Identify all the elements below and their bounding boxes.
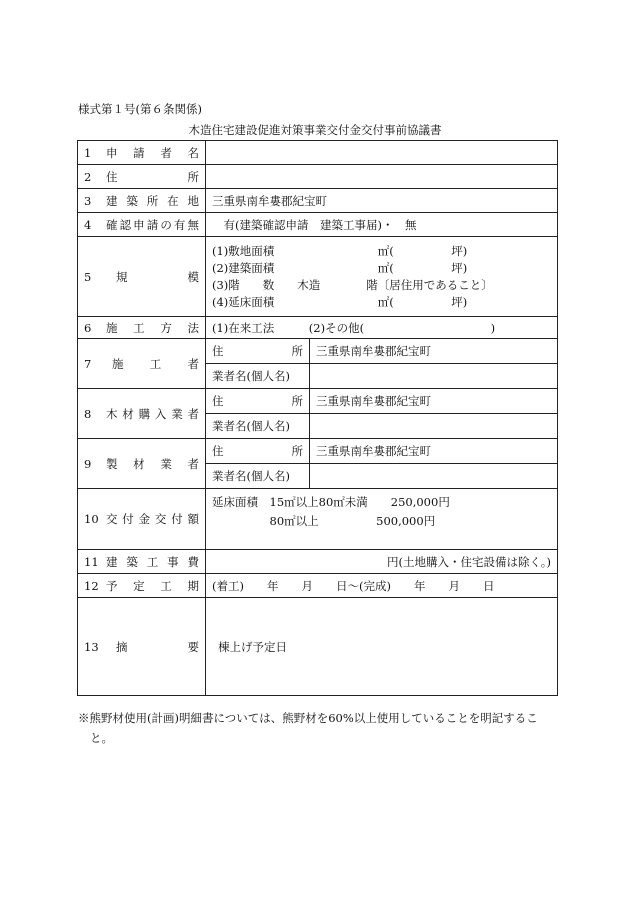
- row-timber-purchaser-address: [78, 389, 558, 414]
- label-char: 請: [133, 145, 145, 160]
- label-char: 者: [187, 456, 199, 471]
- label-address: 2 住 所: [78, 165, 206, 189]
- label-char: 認: [119, 217, 132, 232]
- label-char: 建: [106, 554, 118, 569]
- document-title: 木造住宅建設促進対策事業交付金交付事前協議書: [188, 123, 442, 137]
- label-char: 法: [187, 320, 199, 335]
- footnote-line-1: ※熊野材使用(計画)明細書については、熊野材を60%以上使用していることを明記するこ: [78, 711, 538, 725]
- sawmill-address-label: [206, 439, 310, 464]
- floors-line: (3)階 数 木造 階〔居住用であること〕: [212, 277, 493, 292]
- construction-method-field[interactable]: (1)在来工法 (2)その他( ): [206, 317, 558, 339]
- address-field[interactable]: [206, 165, 558, 189]
- sawmill-name-field[interactable]: [310, 464, 558, 489]
- label-char: 施: [112, 356, 124, 371]
- label-char: 建: [106, 193, 118, 208]
- consultation-form-table: [77, 140, 558, 696]
- label-char: 無: [187, 217, 199, 232]
- label-char: 請: [146, 217, 159, 232]
- row-construction-cost: [78, 550, 558, 574]
- timber-purchaser-name-label: 業者名(個人名): [206, 414, 310, 439]
- timber-purchaser-name-field[interactable]: [310, 414, 558, 439]
- label-char: 申: [106, 145, 118, 160]
- label-char: 交: [154, 512, 167, 526]
- row-building-location: [78, 189, 558, 213]
- label-char: 住: [212, 394, 224, 408]
- label-construction-cost: 11 建 築 工 事 費: [78, 550, 206, 574]
- sawmill-address-field[interactable]: 三重県南牟婁郡紀宝町: [310, 439, 558, 464]
- row-scheduled-period: [78, 574, 558, 598]
- row-sawmill-address: [78, 439, 558, 464]
- label-scale: 5 規 模: [78, 237, 206, 317]
- label-char: 木: [106, 406, 118, 421]
- label-char: 在: [167, 193, 179, 208]
- label-construction-method: 6 施 工 方 法: [78, 317, 206, 339]
- label-scheduled-period: 12 予 定 工 期: [78, 574, 206, 598]
- label-char: 事: [167, 554, 179, 569]
- label-char: 材: [133, 456, 145, 471]
- label-timber-purchaser: 8 木 材 購 入 業 者: [78, 389, 206, 439]
- label-char: 摘: [116, 639, 128, 654]
- label-char: 築: [126, 193, 138, 208]
- label-char: 材: [122, 406, 134, 421]
- label-char: 住: [212, 444, 224, 458]
- label-char: 入: [154, 406, 167, 421]
- label-char: 交: [106, 512, 118, 526]
- label-char: 地: [187, 193, 199, 208]
- label-char: 者: [160, 145, 172, 160]
- label-char: 模: [187, 269, 199, 284]
- row-contractor-address: [78, 339, 558, 364]
- timber-purchaser-address-label: [206, 389, 310, 414]
- footnote-line-2: と。: [90, 731, 113, 745]
- label-char: 購: [138, 406, 151, 421]
- form-number: 様式第１号(第６条関係): [78, 102, 202, 116]
- label-char: 規: [116, 269, 128, 284]
- row-construction-method: [78, 317, 558, 339]
- label-char: 製: [106, 456, 118, 471]
- label-confirmation-application: 4 確 認 申 請 の 有 無: [78, 213, 206, 237]
- label-char: 所: [146, 193, 159, 208]
- contractor-name-field[interactable]: [310, 364, 558, 389]
- scale-details[interactable]: [206, 237, 558, 317]
- row-confirmation-application: [78, 213, 558, 237]
- label-char: 要: [187, 639, 199, 654]
- timber-purchaser-address-field[interactable]: 三重県南牟婁郡紀宝町: [310, 389, 558, 414]
- label-char: 費: [187, 554, 199, 569]
- label-char: 者: [187, 406, 199, 421]
- row-grant-amount: [78, 489, 558, 550]
- label-char: 所: [187, 169, 199, 184]
- label-char: 金: [138, 512, 151, 526]
- contractor-address-field[interactable]: 三重県南牟婁郡紀宝町: [310, 339, 558, 364]
- label-sawmill: 9 製 材 業 者: [78, 439, 206, 489]
- label-char: 期: [187, 578, 199, 593]
- label-char: 住: [212, 344, 224, 358]
- grant-amount-details: [206, 489, 558, 550]
- sawmill-name-label: 業者名(個人名): [206, 464, 310, 489]
- label-char: 付: [122, 512, 134, 526]
- row-applicant-name: [78, 141, 558, 165]
- row-scale: [78, 237, 558, 317]
- footnote: [78, 708, 558, 748]
- label-char: 工: [149, 356, 162, 371]
- construction-cost-field[interactable]: 円(土地購入・住宅設備は除く。): [206, 550, 558, 574]
- label-char: 施: [106, 320, 118, 335]
- grant-tier-1: 延床面積 15㎡以上80㎡未満 250,000円: [212, 495, 450, 509]
- label-char: 確: [106, 217, 118, 232]
- label-char: 額: [187, 512, 199, 526]
- label-char: 業: [171, 406, 183, 421]
- label-grant-amount: 10 交 付 金 交 付 額: [78, 489, 206, 550]
- label-building-location: 3 建 築 所 在 地: [78, 189, 206, 213]
- contractor-address-label: [206, 339, 310, 364]
- label-char: 有: [173, 217, 186, 232]
- row-address: [78, 165, 558, 189]
- label-char: 工: [160, 578, 172, 593]
- label-char: の: [160, 217, 172, 232]
- label-char: 者: [187, 356, 199, 371]
- label-char: 方: [160, 320, 172, 335]
- label-contractor: 7 施 工 者: [78, 339, 206, 389]
- site-area-line: (1)敷地面積 ㎡( 坪): [212, 243, 468, 258]
- label-char: 申: [133, 217, 145, 232]
- label-char: 所: [291, 344, 303, 358]
- label-char: 名: [187, 145, 199, 160]
- building-location-field[interactable]: 三重県南牟婁郡紀宝町: [206, 189, 558, 213]
- total-floor-area-line: (4)延床面積 ㎡( 坪): [212, 294, 468, 309]
- confirmation-application-field[interactable]: 有(建築確認申請 建築工事届)・ 無: [206, 213, 558, 237]
- label-char: 工: [146, 554, 159, 569]
- label-char: 住: [106, 169, 118, 184]
- label-remarks: 13 摘 要: [78, 598, 206, 696]
- label-char: 工: [133, 320, 145, 335]
- contractor-name-label: 業者名(個人名): [206, 364, 310, 389]
- applicant-name-field[interactable]: [206, 141, 558, 165]
- grant-tier-2: 80㎡以上 500,000円: [212, 514, 436, 528]
- label-char: 所: [291, 444, 303, 458]
- label-char: 予: [106, 578, 118, 593]
- label-char: 業: [160, 456, 172, 471]
- label-char: 築: [126, 554, 138, 569]
- row-remarks: [78, 598, 558, 696]
- remarks-field[interactable]: 棟上げ予定日: [206, 598, 558, 696]
- building-area-line: (2)建築面積 ㎡( 坪): [212, 260, 468, 275]
- scheduled-period-field[interactable]: (着工) 年 月 日～(完成) 年 月 日: [206, 574, 558, 598]
- label-char: 定: [133, 578, 145, 593]
- label-char: 付: [171, 512, 183, 526]
- label-char: 所: [291, 394, 303, 408]
- label-applicant-name: 1 申 請 者 名: [78, 141, 206, 165]
